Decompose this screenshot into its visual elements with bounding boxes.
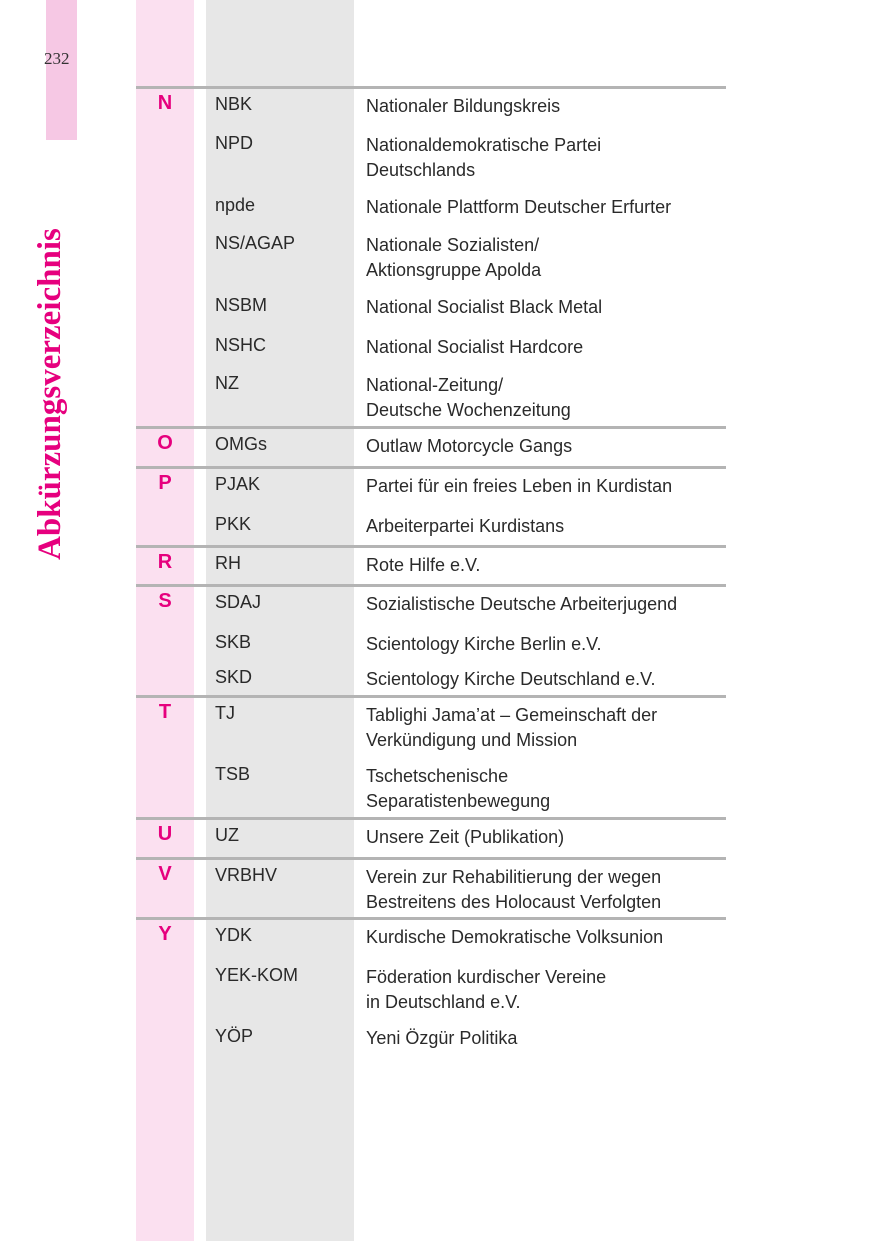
section-divider bbox=[136, 466, 726, 469]
abbreviation: SDAJ bbox=[215, 592, 262, 612]
definition-line: Partei für ein freies Leben in Kurdistan bbox=[366, 476, 673, 496]
abbreviation: NSBM bbox=[215, 295, 268, 315]
abbreviation: VRBHV bbox=[215, 865, 278, 885]
definition-line: Nationale Plattform Deutscher Erfurter bbox=[366, 197, 672, 217]
letter-column-background bbox=[136, 0, 194, 1241]
definition-line: Outlaw Motorcycle Gangs bbox=[366, 436, 573, 456]
definition-line: Sozialistische Deutsche Arbeiterjugend bbox=[366, 594, 678, 614]
definition-line: Nationaldemokratische Partei bbox=[366, 135, 602, 155]
section-letter: Y bbox=[158, 923, 172, 945]
definition-line: Nationale Sozialisten/ bbox=[366, 235, 540, 255]
section-letter: R bbox=[157, 551, 173, 573]
definition-line: Nationaler Bildungskreis bbox=[366, 96, 561, 116]
definition bbox=[366, 553, 726, 578]
definition-line: Rote Hilfe e.V. bbox=[366, 555, 481, 575]
definition-line: National Socialist Black Metal bbox=[366, 297, 603, 317]
abbreviation: YÖP bbox=[215, 1026, 254, 1046]
definition bbox=[366, 865, 726, 915]
definition bbox=[366, 764, 726, 814]
definition-line: Tschetschenische bbox=[366, 766, 509, 786]
abbreviation: TSB bbox=[215, 764, 251, 784]
definition-line: Arbeiterpartei Kurdistans bbox=[366, 516, 565, 536]
definition-line: Scientology Kirche Deutschland e.V. bbox=[366, 669, 656, 689]
abbreviation: PKK bbox=[215, 514, 252, 534]
abbreviation: PJAK bbox=[215, 474, 261, 494]
definition bbox=[366, 632, 726, 657]
section-letter: P bbox=[158, 472, 172, 494]
definition-line: Tablighi Jama’at – Gemeinschaft der bbox=[366, 705, 658, 725]
abbreviation-column-background bbox=[206, 0, 354, 1241]
section-divider bbox=[136, 584, 726, 587]
definition bbox=[366, 925, 726, 950]
definition bbox=[366, 434, 726, 459]
section-divider bbox=[136, 545, 726, 548]
side-tab-bar bbox=[46, 0, 77, 140]
definition bbox=[366, 592, 726, 617]
section-letter: O bbox=[157, 432, 173, 454]
abbreviation: SKD bbox=[215, 667, 253, 687]
definition bbox=[366, 474, 726, 499]
definition bbox=[366, 335, 726, 360]
section-letter: T bbox=[158, 701, 172, 723]
section-divider bbox=[136, 857, 726, 860]
definition-line: Bestreitens des Holocaust Verfolgten bbox=[366, 892, 662, 912]
definition-line: Unsere Zeit (Publikation) bbox=[366, 827, 565, 847]
definition-line: Scientology Kirche Berlin e.V. bbox=[366, 634, 602, 654]
abbreviation: NBK bbox=[215, 94, 253, 114]
definition-line: Verkündigung und Mission bbox=[366, 730, 578, 750]
definition bbox=[366, 233, 726, 283]
section-divider bbox=[136, 426, 726, 429]
definition bbox=[366, 825, 726, 850]
section-letter: S bbox=[158, 590, 172, 612]
definition-line: Aktionsgruppe Apolda bbox=[366, 260, 542, 280]
definition bbox=[366, 295, 726, 320]
abbreviation: npde bbox=[215, 195, 256, 215]
definition-line: Yeni Özgür Politika bbox=[366, 1028, 518, 1048]
abbreviation: TJ bbox=[215, 703, 235, 723]
section-divider bbox=[136, 817, 726, 820]
section-letter: N bbox=[157, 92, 173, 114]
definition-line: Verein zur Rehabilitierung der wegen bbox=[366, 867, 662, 887]
section-divider bbox=[136, 695, 726, 698]
definition-line: National Socialist Hardcore bbox=[366, 337, 584, 357]
definition bbox=[366, 94, 726, 119]
abbreviation: NZ bbox=[215, 373, 239, 393]
section-divider bbox=[136, 917, 726, 920]
definition bbox=[366, 133, 726, 183]
side-title: Abkürzungsverzeichnis bbox=[32, 228, 68, 560]
abbreviation: SKB bbox=[215, 632, 252, 652]
definition bbox=[366, 514, 726, 539]
section-letter: U bbox=[157, 823, 173, 845]
definition bbox=[366, 703, 726, 753]
abbreviation: NPD bbox=[215, 133, 254, 153]
abbreviation: YDK bbox=[215, 925, 253, 945]
definition bbox=[366, 965, 726, 1015]
abbreviation: NSHC bbox=[215, 335, 267, 355]
definition bbox=[366, 667, 726, 692]
definition bbox=[366, 195, 726, 220]
abbreviation: UZ bbox=[215, 825, 239, 845]
abbreviation: YEK-KOM bbox=[215, 965, 299, 985]
abbreviation: NS/AGAP bbox=[215, 233, 296, 253]
section-divider bbox=[136, 86, 726, 89]
page-number: 232 bbox=[44, 49, 70, 68]
definition-line: Deutschlands bbox=[366, 160, 476, 180]
section-letter: V bbox=[158, 863, 172, 885]
definition bbox=[366, 1026, 726, 1051]
definition-line: in Deutschland e.V. bbox=[366, 992, 521, 1012]
definition-line: Deutsche Wochenzeitung bbox=[366, 400, 571, 420]
definition-line: Föderation kurdischer Vereine bbox=[366, 967, 607, 987]
definition-line: Separatistenbewegung bbox=[366, 791, 551, 811]
definition bbox=[366, 373, 726, 423]
abbreviation: RH bbox=[215, 553, 241, 573]
abbreviation: OMGs bbox=[215, 434, 267, 454]
definition-line: National-Zeitung/ bbox=[366, 375, 504, 395]
definition-line: Kurdische Demokratische Volksunion bbox=[366, 927, 664, 947]
